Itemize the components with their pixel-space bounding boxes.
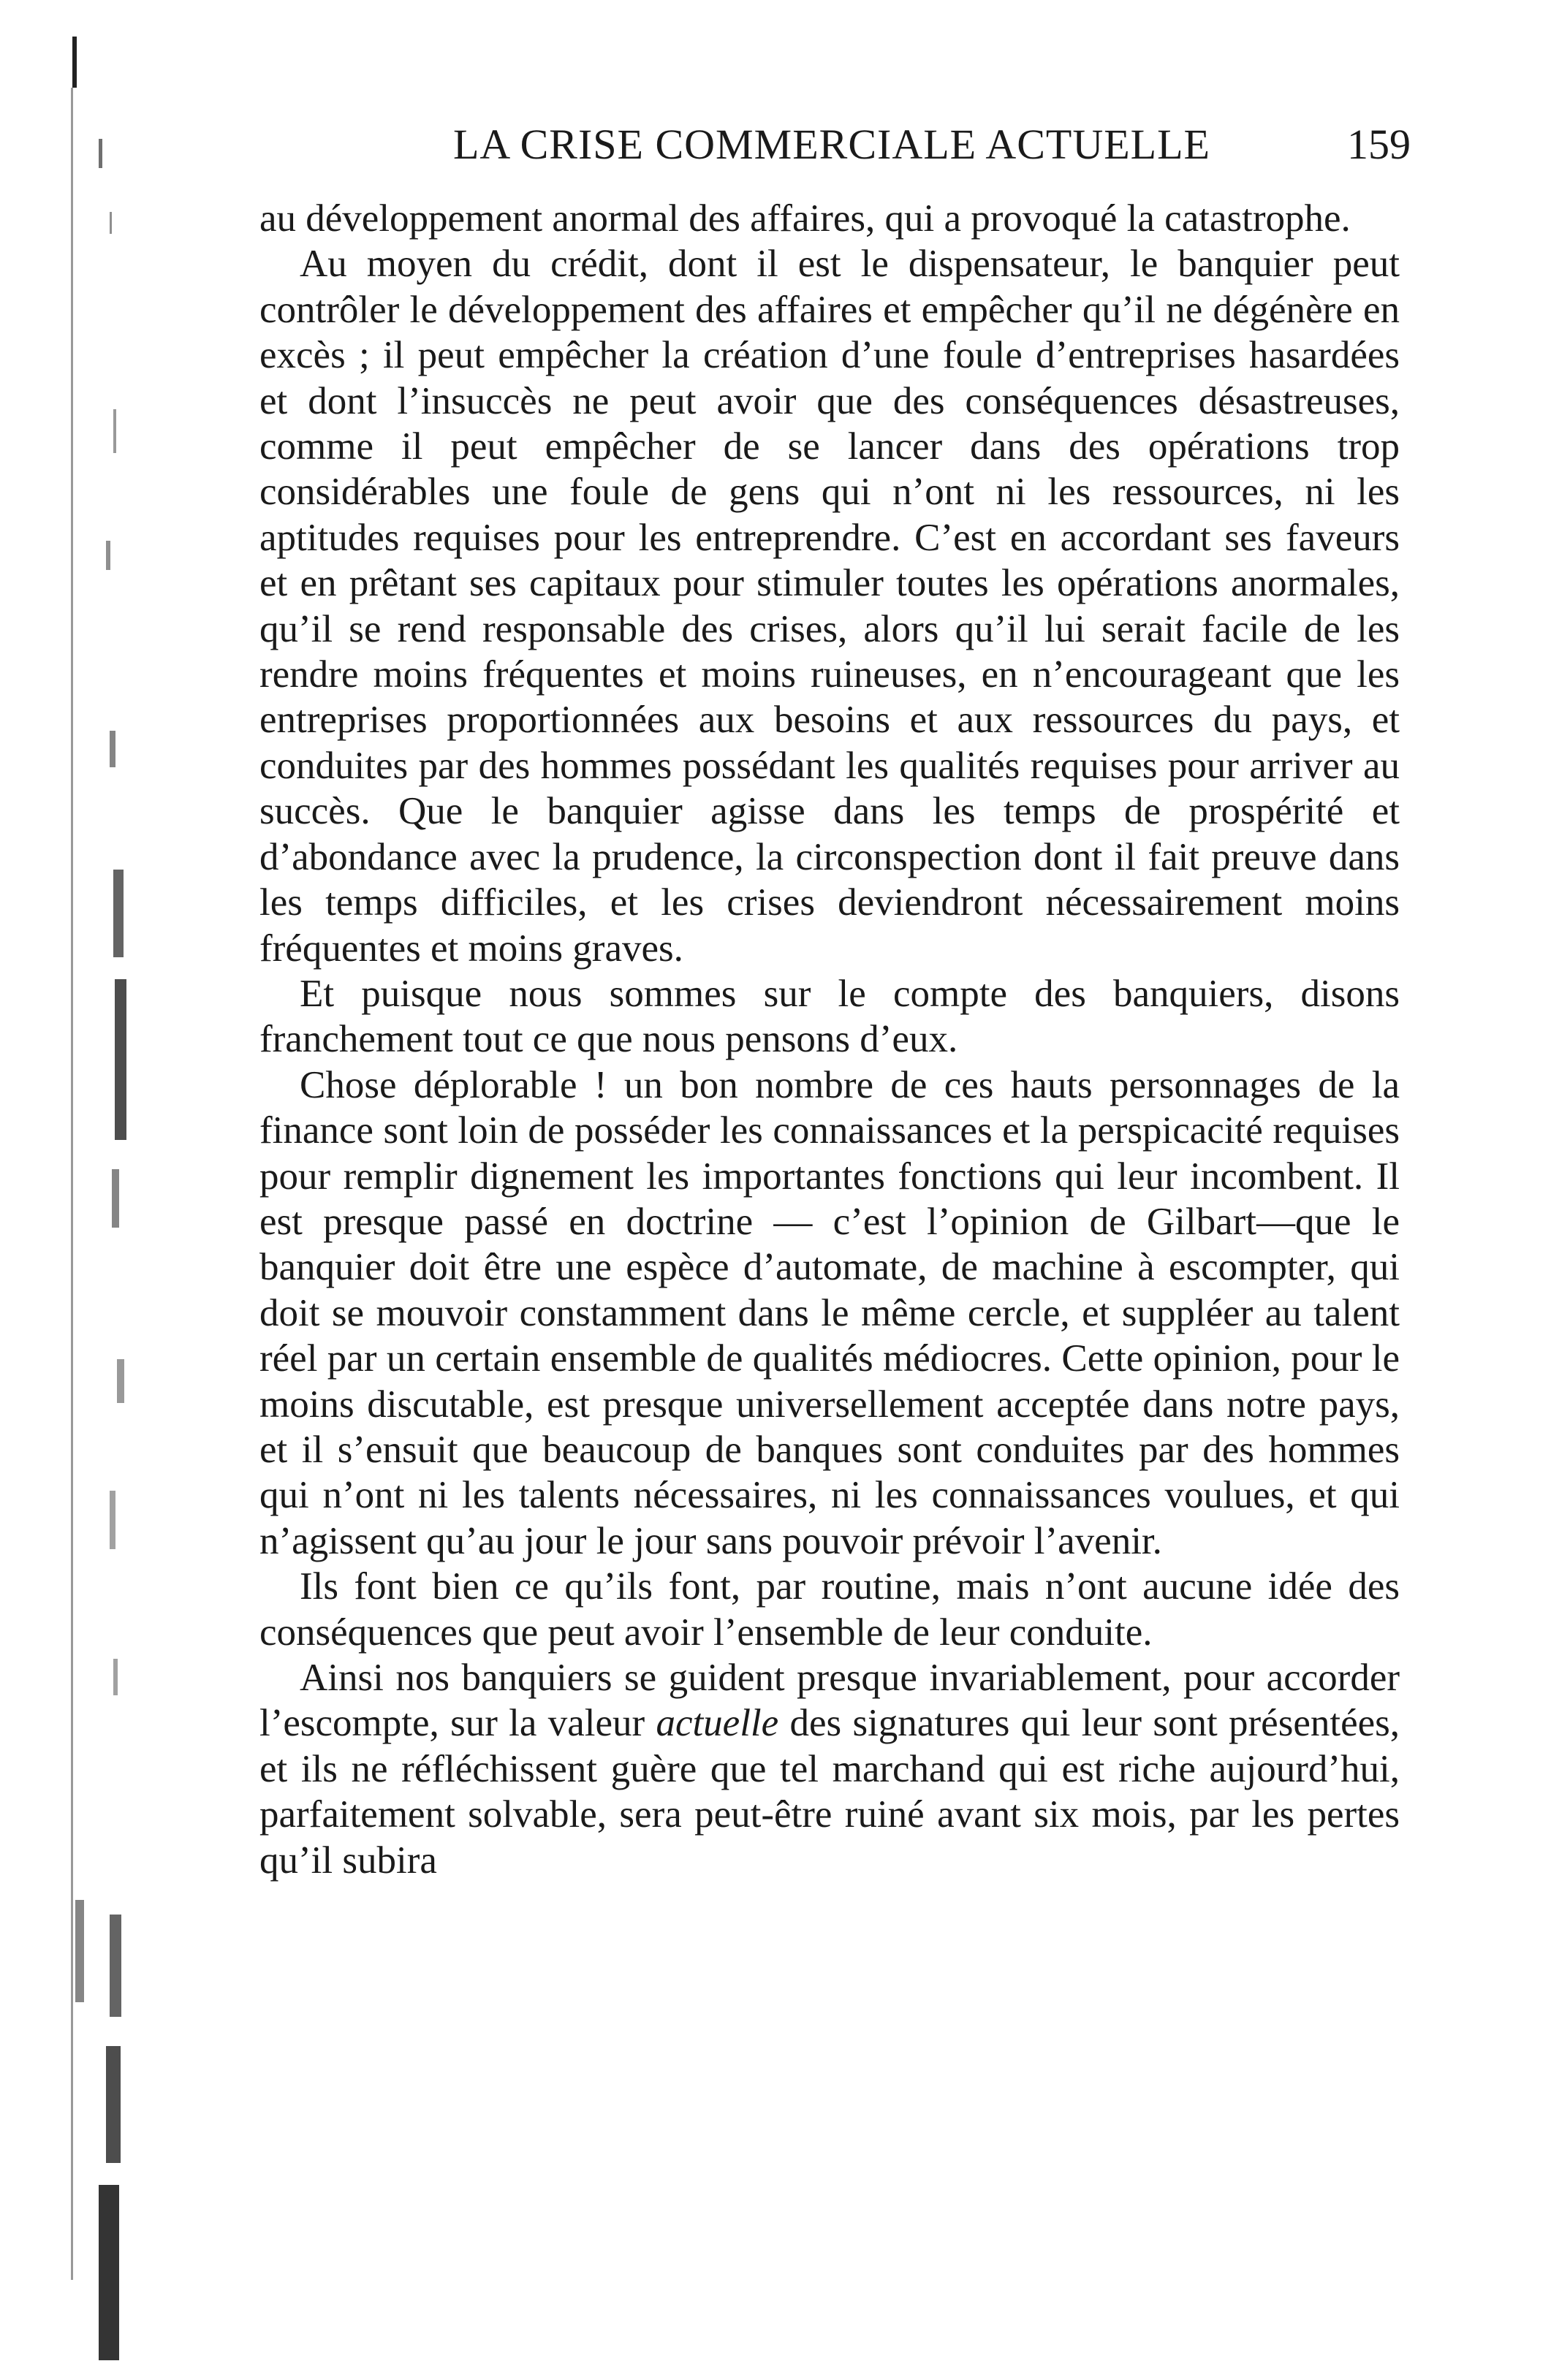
paragraph-5: Ils font bien ce qu’ils font, par routine, mais n’ont aucune idée des conséquences que peut avoir l’ensemble de leur conduite. xyxy=(259,1565,1400,1654)
scan-binding-edge xyxy=(69,29,150,2368)
running-title: LA CRISE COMMERCIALE ACTUELLE xyxy=(453,121,1210,168)
page-number: 159 xyxy=(1347,121,1411,168)
paragraph-6-part-1: Ainsi nos banquiers se guident presque invariablement, pour accorder l’escompte, sur la valeur xyxy=(259,1657,1400,1745)
italic-word-actuelle: actuelle xyxy=(656,1702,779,1745)
running-head xyxy=(256,115,1411,174)
paragraph-3: Et puisque nous sommes sur le compte des banquiers, disons franchement tout ce que nous pensons d’eux. xyxy=(259,972,1400,1061)
paragraph-1: au développement anormal des affaires, qui a provoqué la catastrophe. xyxy=(259,197,1351,240)
body-text xyxy=(259,196,1400,1883)
paragraph-6-part-2: des signatures qui leur sont présentées, et ils ne réfléchissent guère que tel marchand qui est riche aujourd’hui, parfaitement solvable, sera peut-être ruiné avant six mois, par les pertes qu’il subira xyxy=(259,1702,1400,1882)
paragraph-2: Au moyen du crédit, dont il est le dispensateur, le banquier peut contrôler le développement des affaires et empêcher qu’il ne dégénère en excès ; il peut empêcher la création d’une foule d’entreprises hasardées et dont l’insuccès ne peut avoir que des conséquences désastreuses, comme il peut empêcher de se lancer dans des opérations trop considérables une foule de gens qui n’ont ni les ressources, ni les aptitudes requises pour les entreprendre. C’est en accordant ses faveurs et en prêtant ses capitaux pour stimuler toutes les opérations anormales, qu’il se rend responsable des crises, alors qu’il lui serait facile de les rendre moins fréquentes et moins ruineuses, en n’encourageant que les entreprises proportionnées aux besoins et aux ressources du pays, et conduites par des hommes possédant les qualités requises pour arriver au succès. Que le banquier agisse dans les temps de prospérité et d’abondance avec la prudence, la circonspection dont il fait preuve dans les temps difficiles, et les crises deviendront nécessairement moins fréquentes et moins graves. xyxy=(259,243,1400,970)
paragraph-4: Chose déplorable ! un bon nombre de ces hauts personnages de la finance sont loin de posséder les connaissances et la perspicacité requises pour remplir dignement les importantes fonctions qui leur incombent. Il est presque passé en doctrine — c’est l’opinion de Gilbart—que le banquier doit être une espèce d’automate, de machine à escompter, qui doit se mouvoir constamment dans le même cercle, et suppléer au talent réel par un certain ensemble de qualités médiocres. Cette opinion, pour le moins discutable, est presque universellement acceptée dans notre pays, et il s’ensuit que beaucoup de banques sont conduites par des hommes qui n’ont ni les talents nécessaires, ni les connaissances voulues, et qui n’agissent qu’au jour le jour sans pouvoir prévoir l’avenir. xyxy=(259,1063,1400,1562)
paragraph-6 xyxy=(259,1655,1400,1883)
